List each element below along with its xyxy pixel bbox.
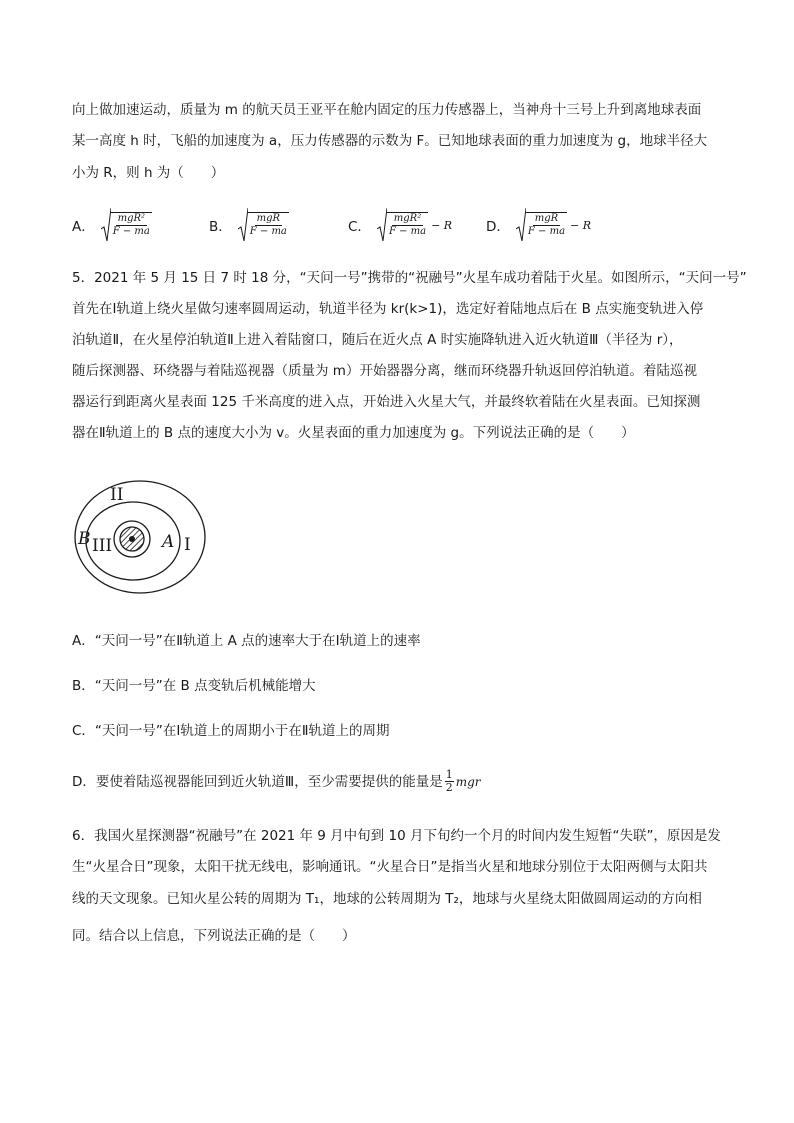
- option-tail: − R: [570, 218, 592, 232]
- fraction-denominator: 2: [445, 781, 453, 794]
- sqrt-icon: [516, 207, 526, 243]
- q5-line-3: 泊轨道Ⅱ，在火星停泊轨道Ⅱ上进入着陆窗口，随后在近火点 A 时实施降轨进入近火轨道Ⅲ（半径为 r），: [72, 332, 683, 348]
- q6-line-1: 6．我国火星探测器“祝融号”在 2021 年 9 月中旬到 10 月下旬约一个月的时间内发生短暂“失联”，原因是发: [72, 828, 721, 844]
- q5-line-5: 器运行到距离火星表面 125 千米高度的进入点，开始进入火星大气，并最终软着陆在火星表面。已知探测: [72, 394, 701, 410]
- q4-option-d[interactable]: [486, 205, 591, 245]
- fraction: [248, 212, 289, 238]
- fraction: [526, 212, 567, 238]
- fraction: [387, 212, 428, 238]
- option-letter: C．: [348, 219, 371, 235]
- q5-option-d[interactable]: [72, 769, 481, 794]
- sqrt-expression: [101, 207, 152, 243]
- option-letter: D．: [486, 219, 510, 235]
- fraction-numerator: 1: [445, 768, 453, 781]
- q6-line-2: 生“火星合日”现象，太阳干扰无线电，影响通讯。“火星合日”是指当火星和地球分别位于太阳两侧与太阳共: [72, 859, 708, 875]
- label-orbit-i: I: [184, 535, 191, 555]
- fraction-numerator: mgR²: [393, 213, 422, 224]
- q4-line-1: 向上做加速运动，质量为 m 的航天员王亚平在舱内固定的压力传感器上，当神舟十三号上升到离地球表面: [72, 102, 702, 118]
- sqrt-icon: [377, 207, 387, 243]
- q5-option-a[interactable]: A．“天问一号”在Ⅱ轨道上 A 点的速率大于在Ⅰ轨道上的速率: [72, 633, 421, 649]
- q5-option-d-text: D．要使着陆巡视器能回到近火轨道Ⅲ，至少需要提供的能量是: [72, 773, 443, 790]
- q5-line-6: 器在Ⅱ轨道上的 B 点的速度大小为 v。火星表面的重力加速度为 g。下列说法正确的是（ ）: [72, 425, 635, 441]
- q5-option-d-tail: mgr: [455, 774, 481, 789]
- option-tail: − R: [431, 218, 453, 232]
- fraction-denominator: F − ma: [249, 226, 287, 237]
- fraction-numerator: mgR²: [117, 213, 146, 224]
- fraction-denominator: F − ma: [112, 226, 150, 237]
- label-point-b: B: [78, 529, 91, 549]
- fraction-numerator: mgR: [256, 213, 281, 224]
- q5-option-c[interactable]: C．“天问一号”在Ⅰ轨道上的周期小于在Ⅱ轨道上的周期: [72, 723, 390, 739]
- option-letter: B．: [209, 219, 232, 235]
- sqrt-icon: [101, 207, 111, 243]
- q4-line-2: 某一高度 h 时，飞船的加速度为 a，压力传感器的示数为 F。已知地球表面的重力加速度为 g，地球半径大: [72, 133, 708, 149]
- label-orbit-ii: II: [110, 485, 124, 505]
- sqrt-expression: [238, 207, 289, 243]
- orbit-diagram: [72, 478, 212, 598]
- fraction-denominator: F − ma: [388, 226, 427, 237]
- fraction-numerator: mgR: [534, 213, 559, 224]
- fraction: [111, 212, 152, 238]
- q4-option-a[interactable]: [72, 205, 152, 245]
- q4-options: [72, 205, 632, 245]
- q6-line-4: 同。结合以上信息，下列说法正确的是（ ）: [72, 928, 356, 944]
- q5-line-2: 首先在Ⅰ轨道上绕火星做匀速率圆周运动，轨道半径为 kr(k>1)，选定好着陆地点后在 B 点实施变轨进入停: [72, 301, 704, 317]
- q5-line-4: 随后探测器、环绕器与着陆巡视器（质量为 m）开始器器分离，继而环绕器升轨返回停泊轨道。着陆巡视: [72, 363, 697, 379]
- q4-line-3: 小为 R，则 h 为（ ）: [72, 165, 225, 181]
- mars-center-dot: [129, 536, 135, 542]
- q4-option-c[interactable]: [348, 205, 452, 245]
- q6-line-3: 线的天文现象。已知火星公转的周期为 T₁，地球的公转周期为 T₂，地球与火星绕太阳做圆周运动的方向相: [72, 891, 702, 907]
- option-letter: A．: [72, 219, 95, 235]
- q5-option-b[interactable]: B．“天问一号”在 B 点变轨后机械能增大: [72, 678, 316, 694]
- sqrt-expression: [377, 207, 428, 243]
- q5-line-1: 5．2021 年 5 月 15 日 7 时 18 分，“天问一号”携带的“祝融号”火星车成功着陆于火星。如图所示，“天问一号”: [72, 270, 747, 286]
- q4-option-b[interactable]: [209, 205, 289, 245]
- sqrt-icon: [238, 207, 248, 243]
- fraction-denominator: F − ma: [527, 226, 566, 237]
- label-orbit-iii: III: [92, 536, 113, 556]
- fraction-one-half: [445, 769, 454, 794]
- sqrt-expression: [516, 207, 567, 243]
- label-point-a: A: [162, 532, 175, 552]
